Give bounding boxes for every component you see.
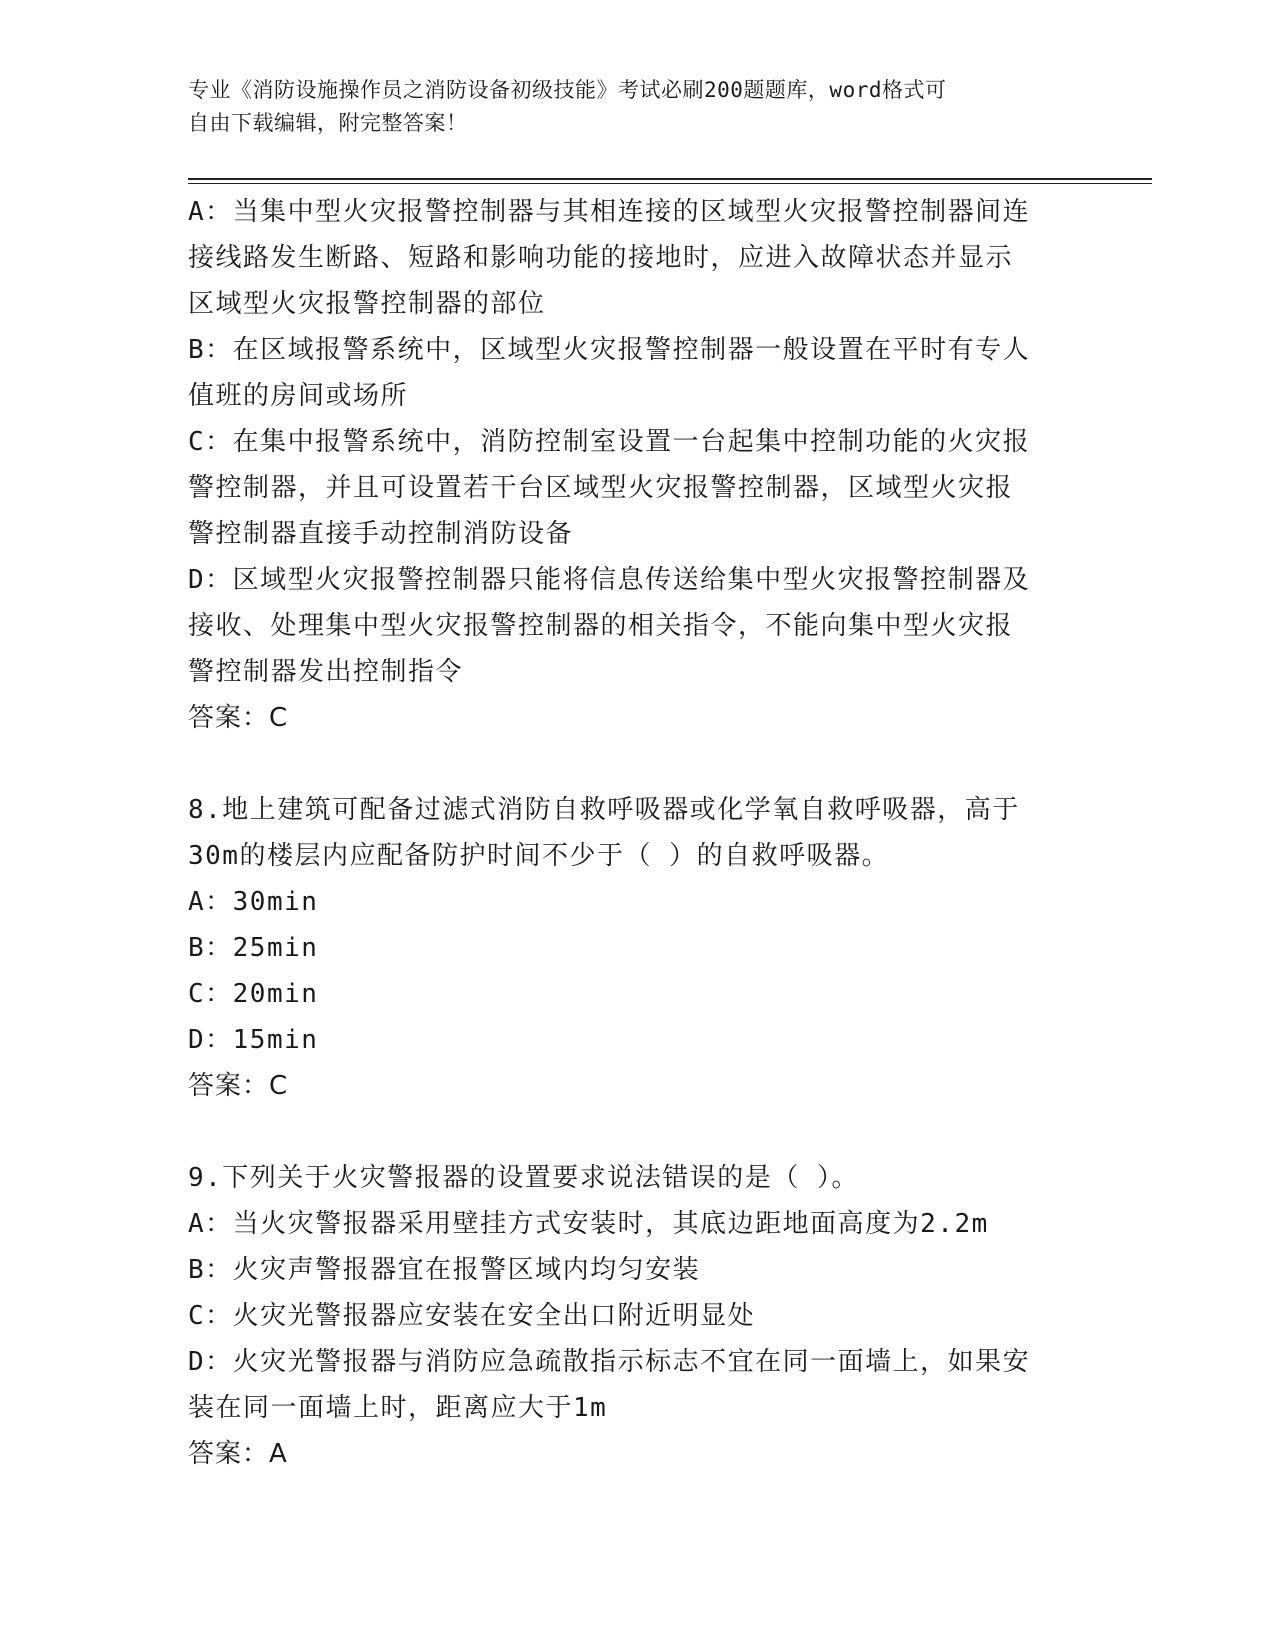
- option-line: 接线路发生断路、短路和影响功能的接地时，应进入故障状态并显示: [188, 243, 1014, 273]
- question-7-answer: 答案：C: [188, 703, 289, 733]
- option-line: B：在区域报警系统中，区域型火灾报警控制器一般设置在平时有专人: [188, 335, 1031, 365]
- question-9-option-a: A：当火灾警报器采用壁挂方式安装时，其底边距地面高度为2.2m: [188, 1209, 989, 1239]
- page-header: [188, 74, 1068, 140]
- question-8-stem: [188, 787, 1068, 879]
- question-8-option-d: D：15min: [188, 1025, 319, 1055]
- option-line: 值班的房间或场所: [188, 381, 409, 411]
- header-divider: [188, 183, 1152, 184]
- question-7-option-d: [188, 557, 1068, 695]
- stem-line: 8.地上建筑可配备过滤式消防自救呼吸器或化学氧自救呼吸器，高于: [188, 795, 1020, 825]
- question-7-option-b: [188, 327, 1068, 419]
- question-9-option-d: [188, 1339, 1068, 1431]
- option-line: 警控制器，并且可设置若干台区域型火灾报警控制器，区域型火灾报: [188, 473, 1014, 503]
- question-8-option-a: A：30min: [188, 887, 319, 917]
- header-line: 专业《消防设施操作员之消防设备初级技能》考试必刷200题题库，word格式可: [188, 78, 947, 102]
- question-9-option-b: B：火灾声警报器宜在报警区域内均匀安装: [188, 1255, 701, 1285]
- question-9-answer: 答案：A: [188, 1439, 288, 1469]
- option-line: 警控制器直接手动控制消防设备: [188, 519, 574, 549]
- question-content: [188, 189, 1068, 1477]
- question-7-option-a: [188, 189, 1068, 327]
- stem-line: 30m的楼层内应配备防护时间不少于（ ）的自救呼吸器。: [188, 841, 890, 871]
- question-9-option-c: C：火灾光警报器应安装在安全出口附近明显处: [188, 1301, 756, 1331]
- question-8-option-b: B：25min: [188, 933, 319, 963]
- option-line: C：在集中报警系统中，消防控制室设置一台起集中控制功能的火灾报: [188, 427, 1031, 457]
- option-line: A：当集中型火灾报警控制器与其相连接的区域型火灾报警控制器间连: [188, 197, 1031, 227]
- question-8-answer: 答案：C: [188, 1071, 289, 1101]
- option-line: 警控制器发出控制指令: [188, 657, 464, 687]
- question-9-stem: 9.下列关于火灾警报器的设置要求说法错误的是（ ）。: [188, 1163, 859, 1193]
- option-line: D：区域型火灾报警控制器只能将信息传送给集中型火灾报警控制器及: [188, 565, 1031, 595]
- spacer: [188, 741, 1068, 787]
- header-line: 自由下载编辑，附完整答案！: [188, 111, 468, 135]
- spacer: [188, 1109, 1068, 1155]
- option-line: 区域型火灾报警控制器的部位: [188, 289, 546, 319]
- header-divider: [188, 178, 1152, 180]
- option-line: 接收、处理集中型火灾报警控制器的相关指令，不能向集中型火灾报: [188, 611, 1014, 641]
- option-line: 装在同一面墙上时，距离应大于1m: [188, 1393, 608, 1423]
- question-8-option-c: C：20min: [188, 979, 319, 1009]
- option-line: D：火灾光警报器与消防应急疏散指示标志不宜在同一面墙上，如果安: [188, 1347, 1031, 1377]
- question-7-option-c: [188, 419, 1068, 557]
